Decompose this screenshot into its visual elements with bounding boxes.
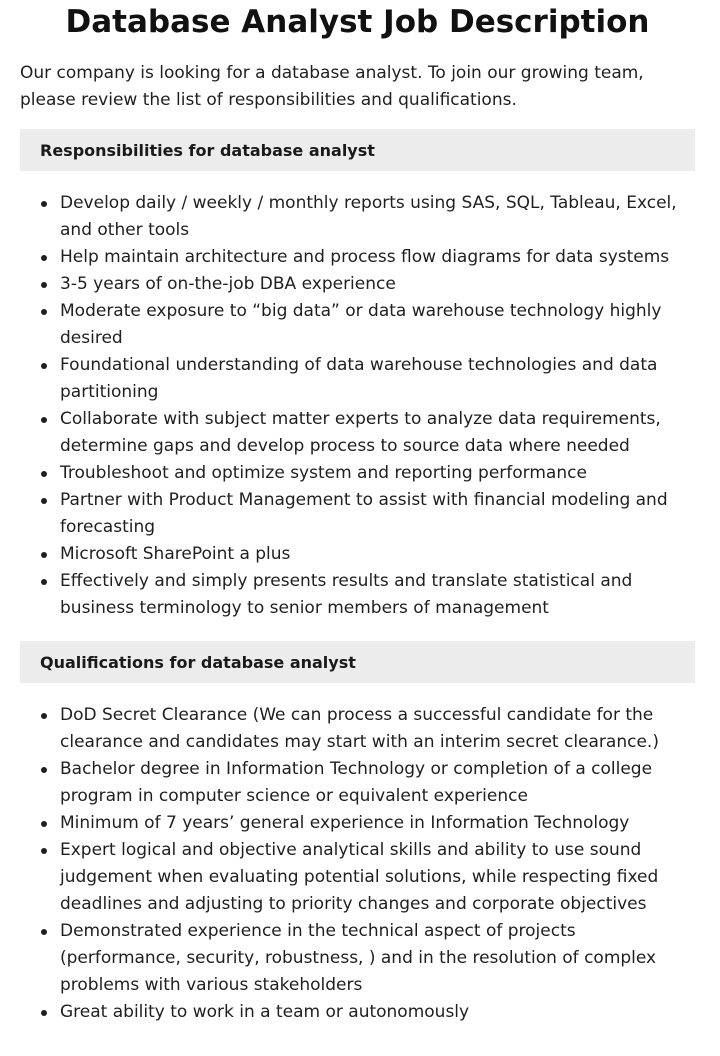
list-item: Partner with Product Management to assist with financial modeling and forecasting	[20, 487, 695, 541]
intro-paragraph: Our company is looking for a database analyst. To join our growing team, please review the list of responsibilities and qualifications.	[20, 63, 644, 110]
list-item: Collaborate with subject matter experts to analyze data requirements, determine gaps and develop process to source data where needed	[20, 406, 695, 460]
list-item: Great ability to work in a team or autonomously	[20, 999, 695, 1026]
qualifications-heading: Qualifications for database analyst	[40, 652, 356, 672]
list-item: Microsoft SharePoint a plus	[20, 541, 695, 568]
qualifications-section-header	[20, 641, 695, 683]
list-item: Demonstrated experience in the technical aspect of projects (performance, security, robustness, ) and in the resolution of complex problems with various stakeholders	[20, 918, 695, 999]
list-item: 3-5 years of on-the-job DBA experience	[20, 271, 695, 298]
responsibilities-heading: Responsibilities for database analyst	[40, 140, 375, 160]
qualifications-list	[20, 702, 695, 1026]
page-title: Database Analyst Job Description	[65, 4, 650, 40]
list-item: Moderate exposure to “big data” or data warehouse technology highly desired	[20, 298, 695, 352]
list-item: Develop daily / weekly / monthly reports using SAS, SQL, Tableau, Excel, and other tools	[20, 190, 695, 244]
list-item: DoD Secret Clearance (We can process a successful candidate for the clearance and candidates may start with an interim secret clearance.)	[20, 702, 695, 756]
list-item: Help maintain architecture and process flow diagrams for data systems	[20, 244, 695, 271]
list-item: Expert logical and objective analytical skills and ability to use sound judgement when evaluating potential solutions, while respecting fixed deadlines and adjusting to priority changes and corporate objectives	[20, 837, 695, 918]
list-item: Minimum of 7 years’ general experience in Information Technology	[20, 810, 695, 837]
list-item: Bachelor degree in Information Technology or completion of a college program in computer science or equivalent experience	[20, 756, 695, 810]
responsibilities-list	[20, 190, 695, 622]
responsibilities-section-header	[20, 129, 695, 171]
list-item: Foundational understanding of data warehouse technologies and data partitioning	[20, 352, 695, 406]
list-item: Troubleshoot and optimize system and reporting performance	[20, 460, 695, 487]
list-item: Effectively and simply presents results and translate statistical and business terminology to senior members of management	[20, 568, 695, 622]
